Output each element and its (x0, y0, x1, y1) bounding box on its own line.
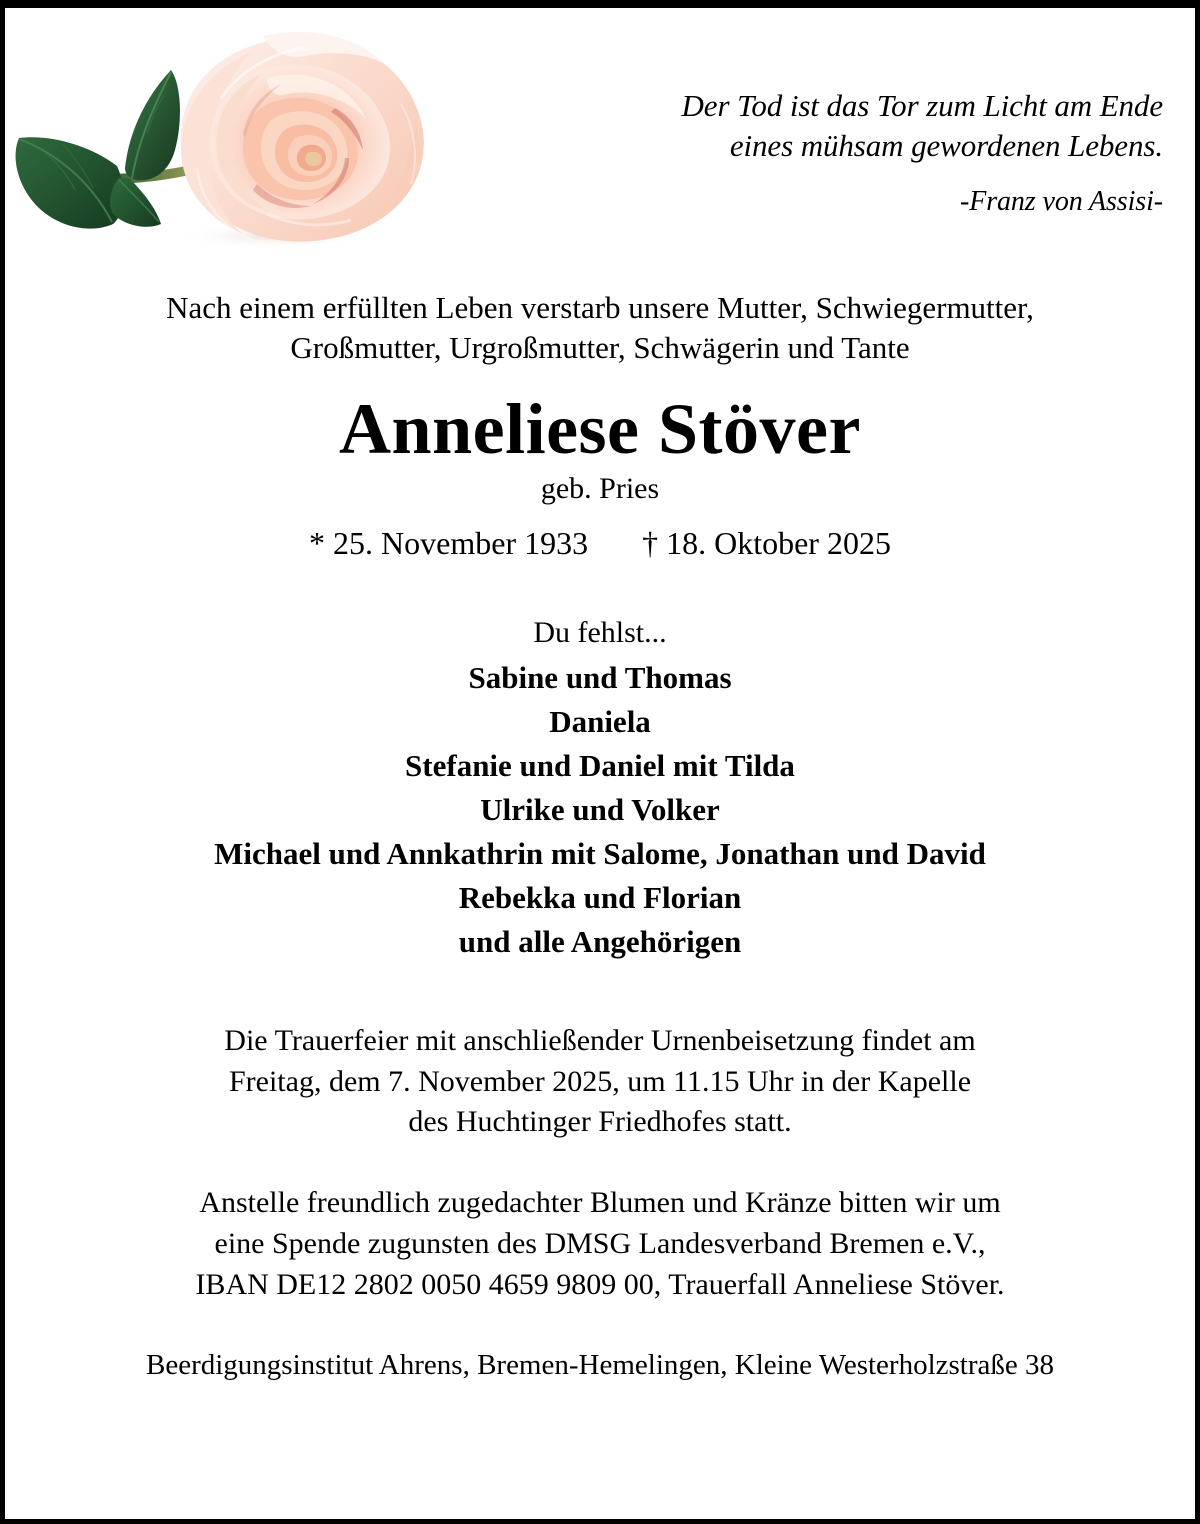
pink-rose-icon (5, 8, 455, 260)
intro-line-1: Nach einem erfüllten Leben verstarb unsere Mutter, Schwiegermutter, (166, 290, 1034, 325)
mourning-heading: Du fehlst... (533, 615, 667, 649)
survivor-line: Sabine und Thomas (468, 659, 732, 695)
obituary-notice-inner (5, 8, 1195, 1519)
survivor-line: Rebekka und Florian (458, 879, 742, 915)
survivor-line: Michael und Annkathrin mit Salome, Jonathan und David (214, 835, 986, 871)
donation-request (21, 1183, 1179, 1305)
survivor-line: und alle Angehörigen (458, 923, 742, 959)
death-date: † 18. Oktober 2025 (642, 524, 891, 561)
service-line-2: Freitag, dem 7. November 2025, um 11.15 Uhr in der Kapelle (228, 1064, 972, 1098)
donation-line-1: Anstelle freundlich zugedachter Blumen und Kränze bitten wir um (199, 1186, 1001, 1220)
survivor-line: Stefanie und Daniel mit Tilda (405, 747, 795, 783)
quote-line-1: Der Tod ist das Tor zum Licht am Ende (681, 88, 1163, 123)
relationship-intro (21, 288, 1179, 369)
donation-line-2: eine Spende zugunsten des DMSG Landesverband Bremen e.V., (214, 1226, 986, 1260)
life-dates (21, 525, 1179, 562)
deceased-maiden-name: geb. Pries (540, 471, 660, 505)
survivor-line: Ulrike und Volker (480, 791, 720, 827)
deceased-name: Anneliese Stöver (339, 388, 861, 469)
donation-line-3: IBAN DE12 2802 0050 4659 9809 00, Trauerfall Anneliese Stöver. (195, 1267, 1005, 1301)
notice-body (5, 288, 1195, 1385)
survivors-list (21, 656, 1179, 964)
intro-line-2: Großmutter, Urgroßmutter, Schwägerin und Tante (290, 330, 910, 366)
quote-line-2: eines mühsam gewordenen Lebens. (729, 128, 1163, 164)
service-line-1: Die Trauerfeier mit anschließender Urnenbeisetzung findet am (224, 1023, 976, 1057)
quote-attribution: -Franz von Assisi- (959, 185, 1163, 217)
birth-date: * 25. November 1933 (309, 524, 589, 561)
memorial-quote (503, 86, 1163, 220)
survivor-line: Daniela (549, 703, 651, 739)
funeral-home-credit: Beerdigungsinstitut Ahrens, Bremen-Hemelingen, Kleine Westerholzstraße 38 (146, 1349, 1054, 1382)
service-details (21, 1021, 1179, 1143)
service-line-3: des Huchtinger Friedhofes statt. (408, 1105, 792, 1139)
notice-header-band (5, 8, 1195, 270)
